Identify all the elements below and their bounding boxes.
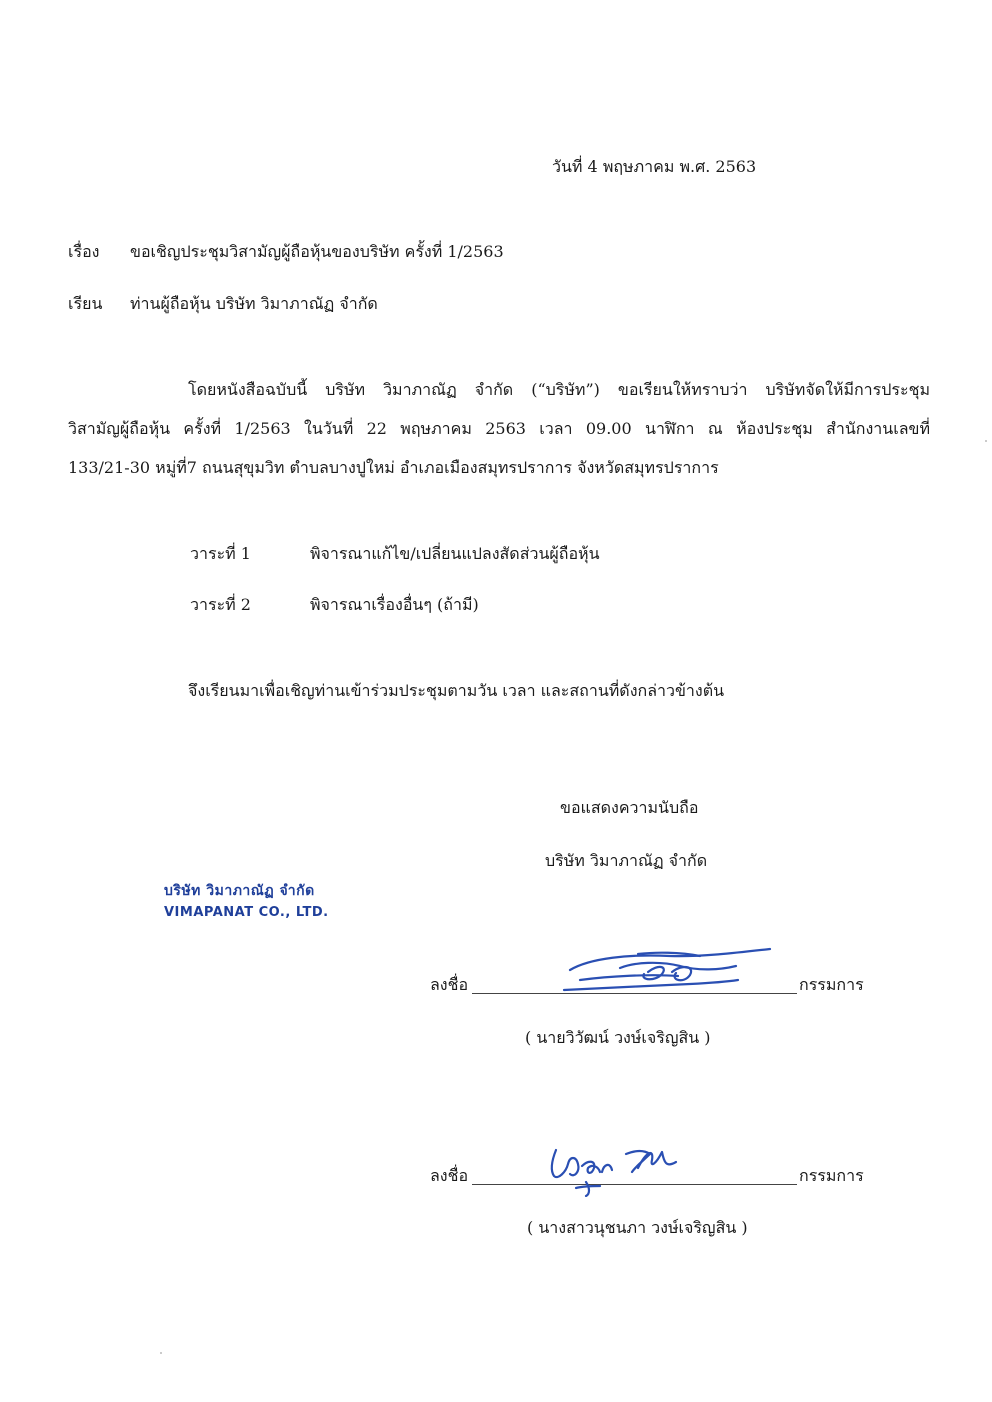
letter-date: วันที่ 4 พฤษภาคม พ.ศ. 2563 (552, 157, 757, 176)
subject-label: เรื่อง (68, 242, 100, 261)
body-line-2: วิสามัญผู้ถือหุ้น ครั้งที่ 1/2563 ในวันที่ 22 พฤษภาคม 2563 เวลา 09.00 นาฬิกา ณ ห้องประชุม สำนักงานเลขที่ (68, 419, 930, 438)
signer-name-2: ( นางสาวนุชนภา วงษ์เจริญสิน ) (527, 1218, 748, 1237)
handwritten-signature-1 (560, 944, 775, 999)
signer-role-2: กรรมการ (799, 1166, 864, 1185)
agenda-2-text: พิจารณาเรื่องอื่นๆ (ถ้ามี) (310, 595, 479, 614)
scan-speck (985, 440, 987, 442)
regards-text: ขอแสดงความนับถือ (560, 798, 699, 817)
closing-text: จึงเรียนมาเพื่อเชิญท่านเข้าร่วมประชุมตามวัน เวลา และสถานที่ดังกล่าวข้างต้น (188, 681, 725, 700)
signer-name-1: ( นายวิวัฒน์ วงษ์เจริญสิน ) (525, 1028, 711, 1047)
handwritten-signature-2 (540, 1142, 700, 1197)
company-stamp-thai: บริษัท วิมาภาณัฏ จำกัด (164, 883, 315, 899)
company-name: บริษัท วิมาภาณัฏ จำกัด (545, 851, 708, 870)
scan-speck (160, 1352, 162, 1354)
agenda-1-text: พิจารณาแก้ไข/เปลี่ยนแปลงสัดส่วนผู้ถือหุ้น (310, 544, 600, 563)
body-line-1: โดยหนังสือฉบับนี้ บริษัท วิมาภาณัฏ จำกัด (“บริษัท”) ขอเรียนให้ทราบว่า บริษัทจัดให้มีการประชุม (188, 380, 930, 399)
sign-label-2: ลงชื่อ (430, 1166, 469, 1185)
subject-text: ขอเชิญประชุมวิสามัญผู้ถือหุ้นของบริษัท ครั้งที่ 1/2563 (130, 242, 504, 261)
company-stamp-english: VIMAPANAT CO., LTD. (164, 905, 329, 920)
addressee-label: เรียน (68, 294, 103, 313)
agenda-1-label: วาระที่ 1 (190, 544, 251, 563)
body-line-3: 133/21-30 หมู่ที่7 ถนนสุขุมวิท ตำบลบางปูใหม่ อำเภอเมืองสมุทรปราการ จังหวัดสมุทรปราการ (68, 458, 719, 477)
signer-role-1: กรรมการ (799, 975, 864, 994)
sign-label-1: ลงชื่อ (430, 975, 469, 994)
agenda-2-label: วาระที่ 2 (190, 595, 251, 614)
addressee-text: ท่านผู้ถือหุ้น บริษัท วิมาภาณัฏ จำกัด (130, 294, 378, 313)
